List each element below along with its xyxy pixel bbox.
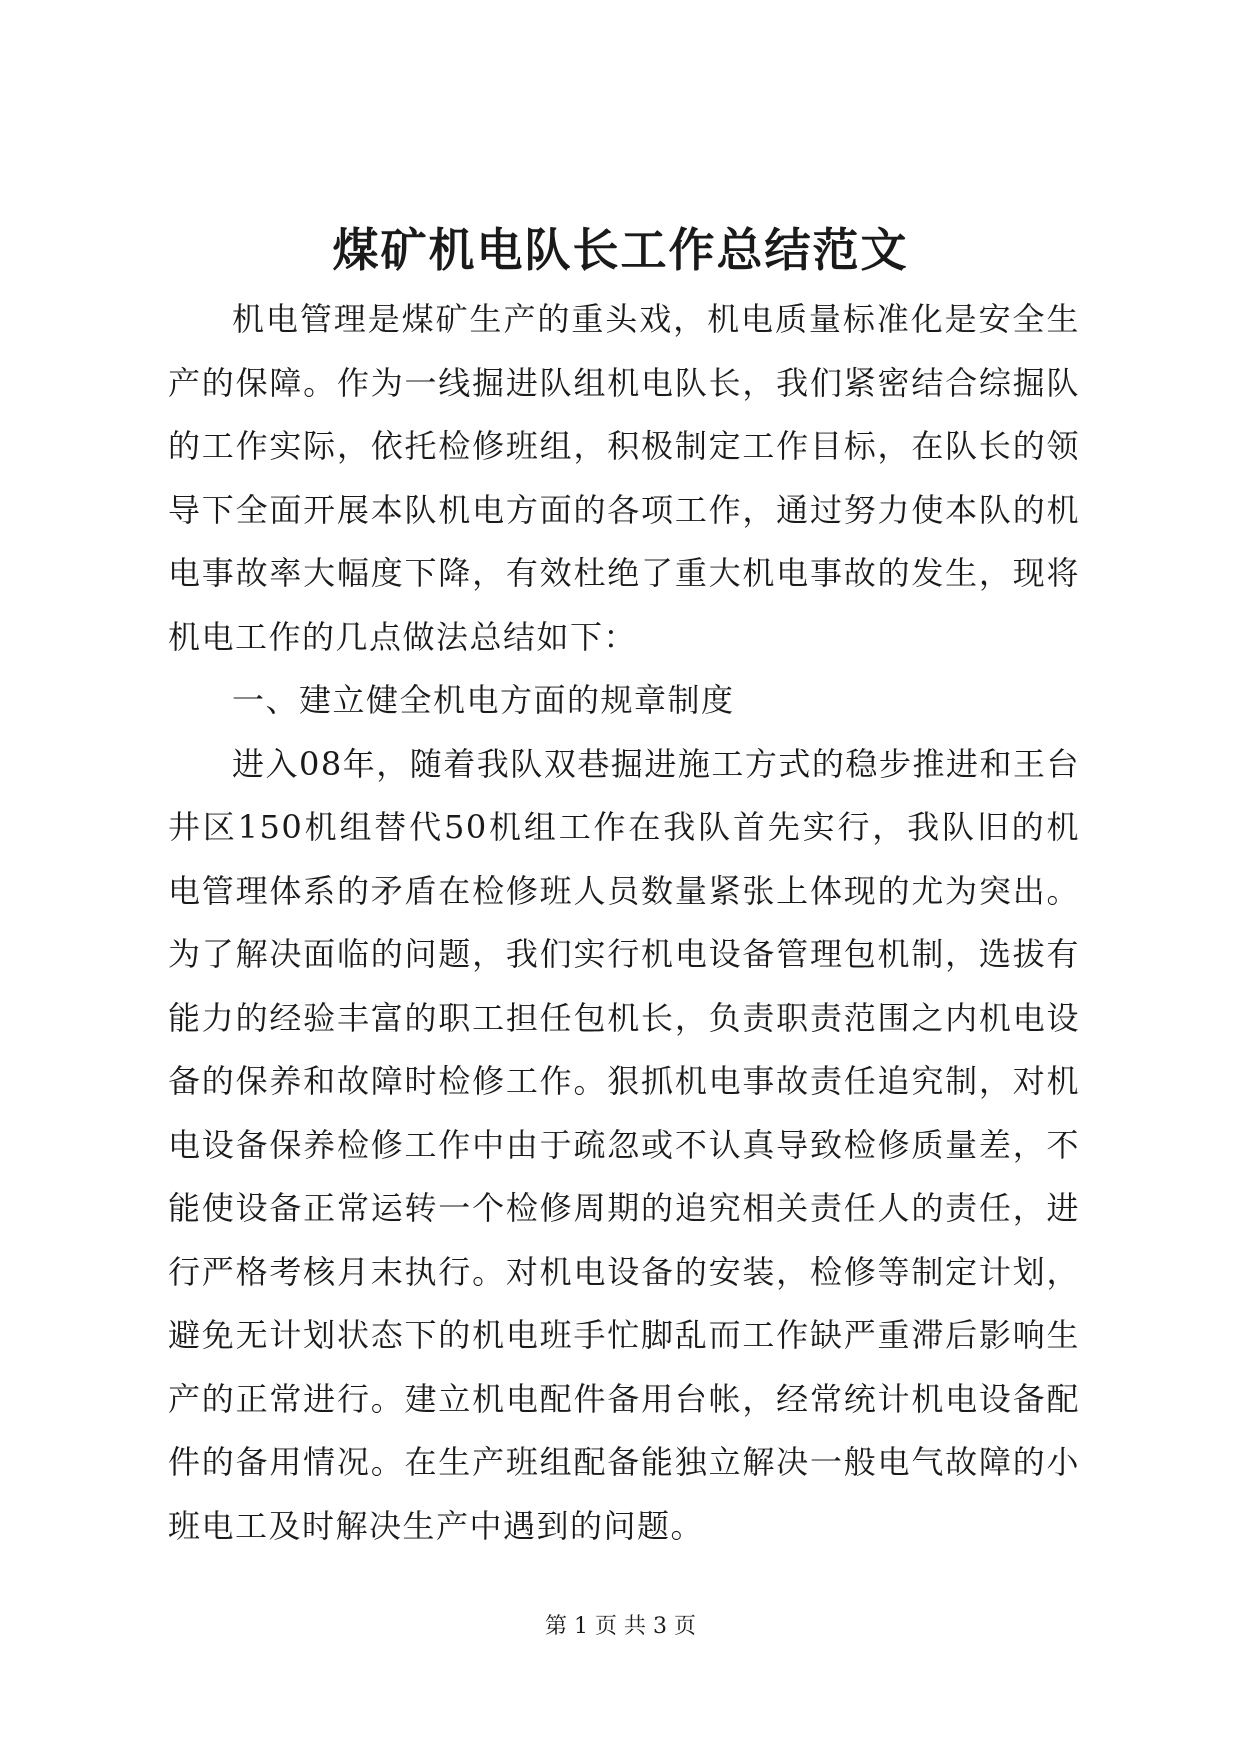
page-number-footer: 第 1 页 共 3 页 — [545, 1614, 696, 1639]
document-body — [168, 288, 1080, 1558]
intro-paragraph: 机电管理是煤矿生产的重头戏，机电质量标准化是安全生产的保障。作为一线掘进队组机电队长，我们紧密结合综掘队的工作实际，依托检修班组，积极制定工作目标，在队长的领导下全面开展本队机电方面的各项工作，通过努力使本队的机电事故率大幅度下降，有效杜绝了重大机电事故的发生，现将机电工作的几点做法总结如下： — [168, 300, 1080, 656]
section-paragraph: 进入08年，随着我队双巷掘进施工方式的稳步推进和王台井区150机组替代50机组工作在我队首先实行，我队旧的机电管理体系的矛盾在检修班人员数量紧张上体现的尤为突出。为了解决面临的问题，我们实行机电设备管理包机制，选拔有能力的经验丰富的职工担任包机长，负责职责范围之内机电设备的保养和故障时检修工作。狠抓机电事故责任追究制，对机电设备保养检修工作中由于疏忽或不认真导致检修质量差，不能使设备正常运转一个检修周期的追究相关责任人的责任，进行严格考核月末执行。对机电设备的安装，检修等制定计划，避免无计划状态下的机电班手忙脚乱而工作缺严重滞后影响生产的正常进行。建立机电配件备用台帐，经常统计机电设备配件的备用情况。在生产班组配备能独立解决一般电气故障的小班电工及时解决生产中遇到的问题。 — [168, 744, 1080, 1545]
document-title: 煤矿机电队长工作总结范文 — [332, 223, 909, 277]
section-heading: 一、建立健全机电方面的规章制度 — [232, 681, 735, 719]
